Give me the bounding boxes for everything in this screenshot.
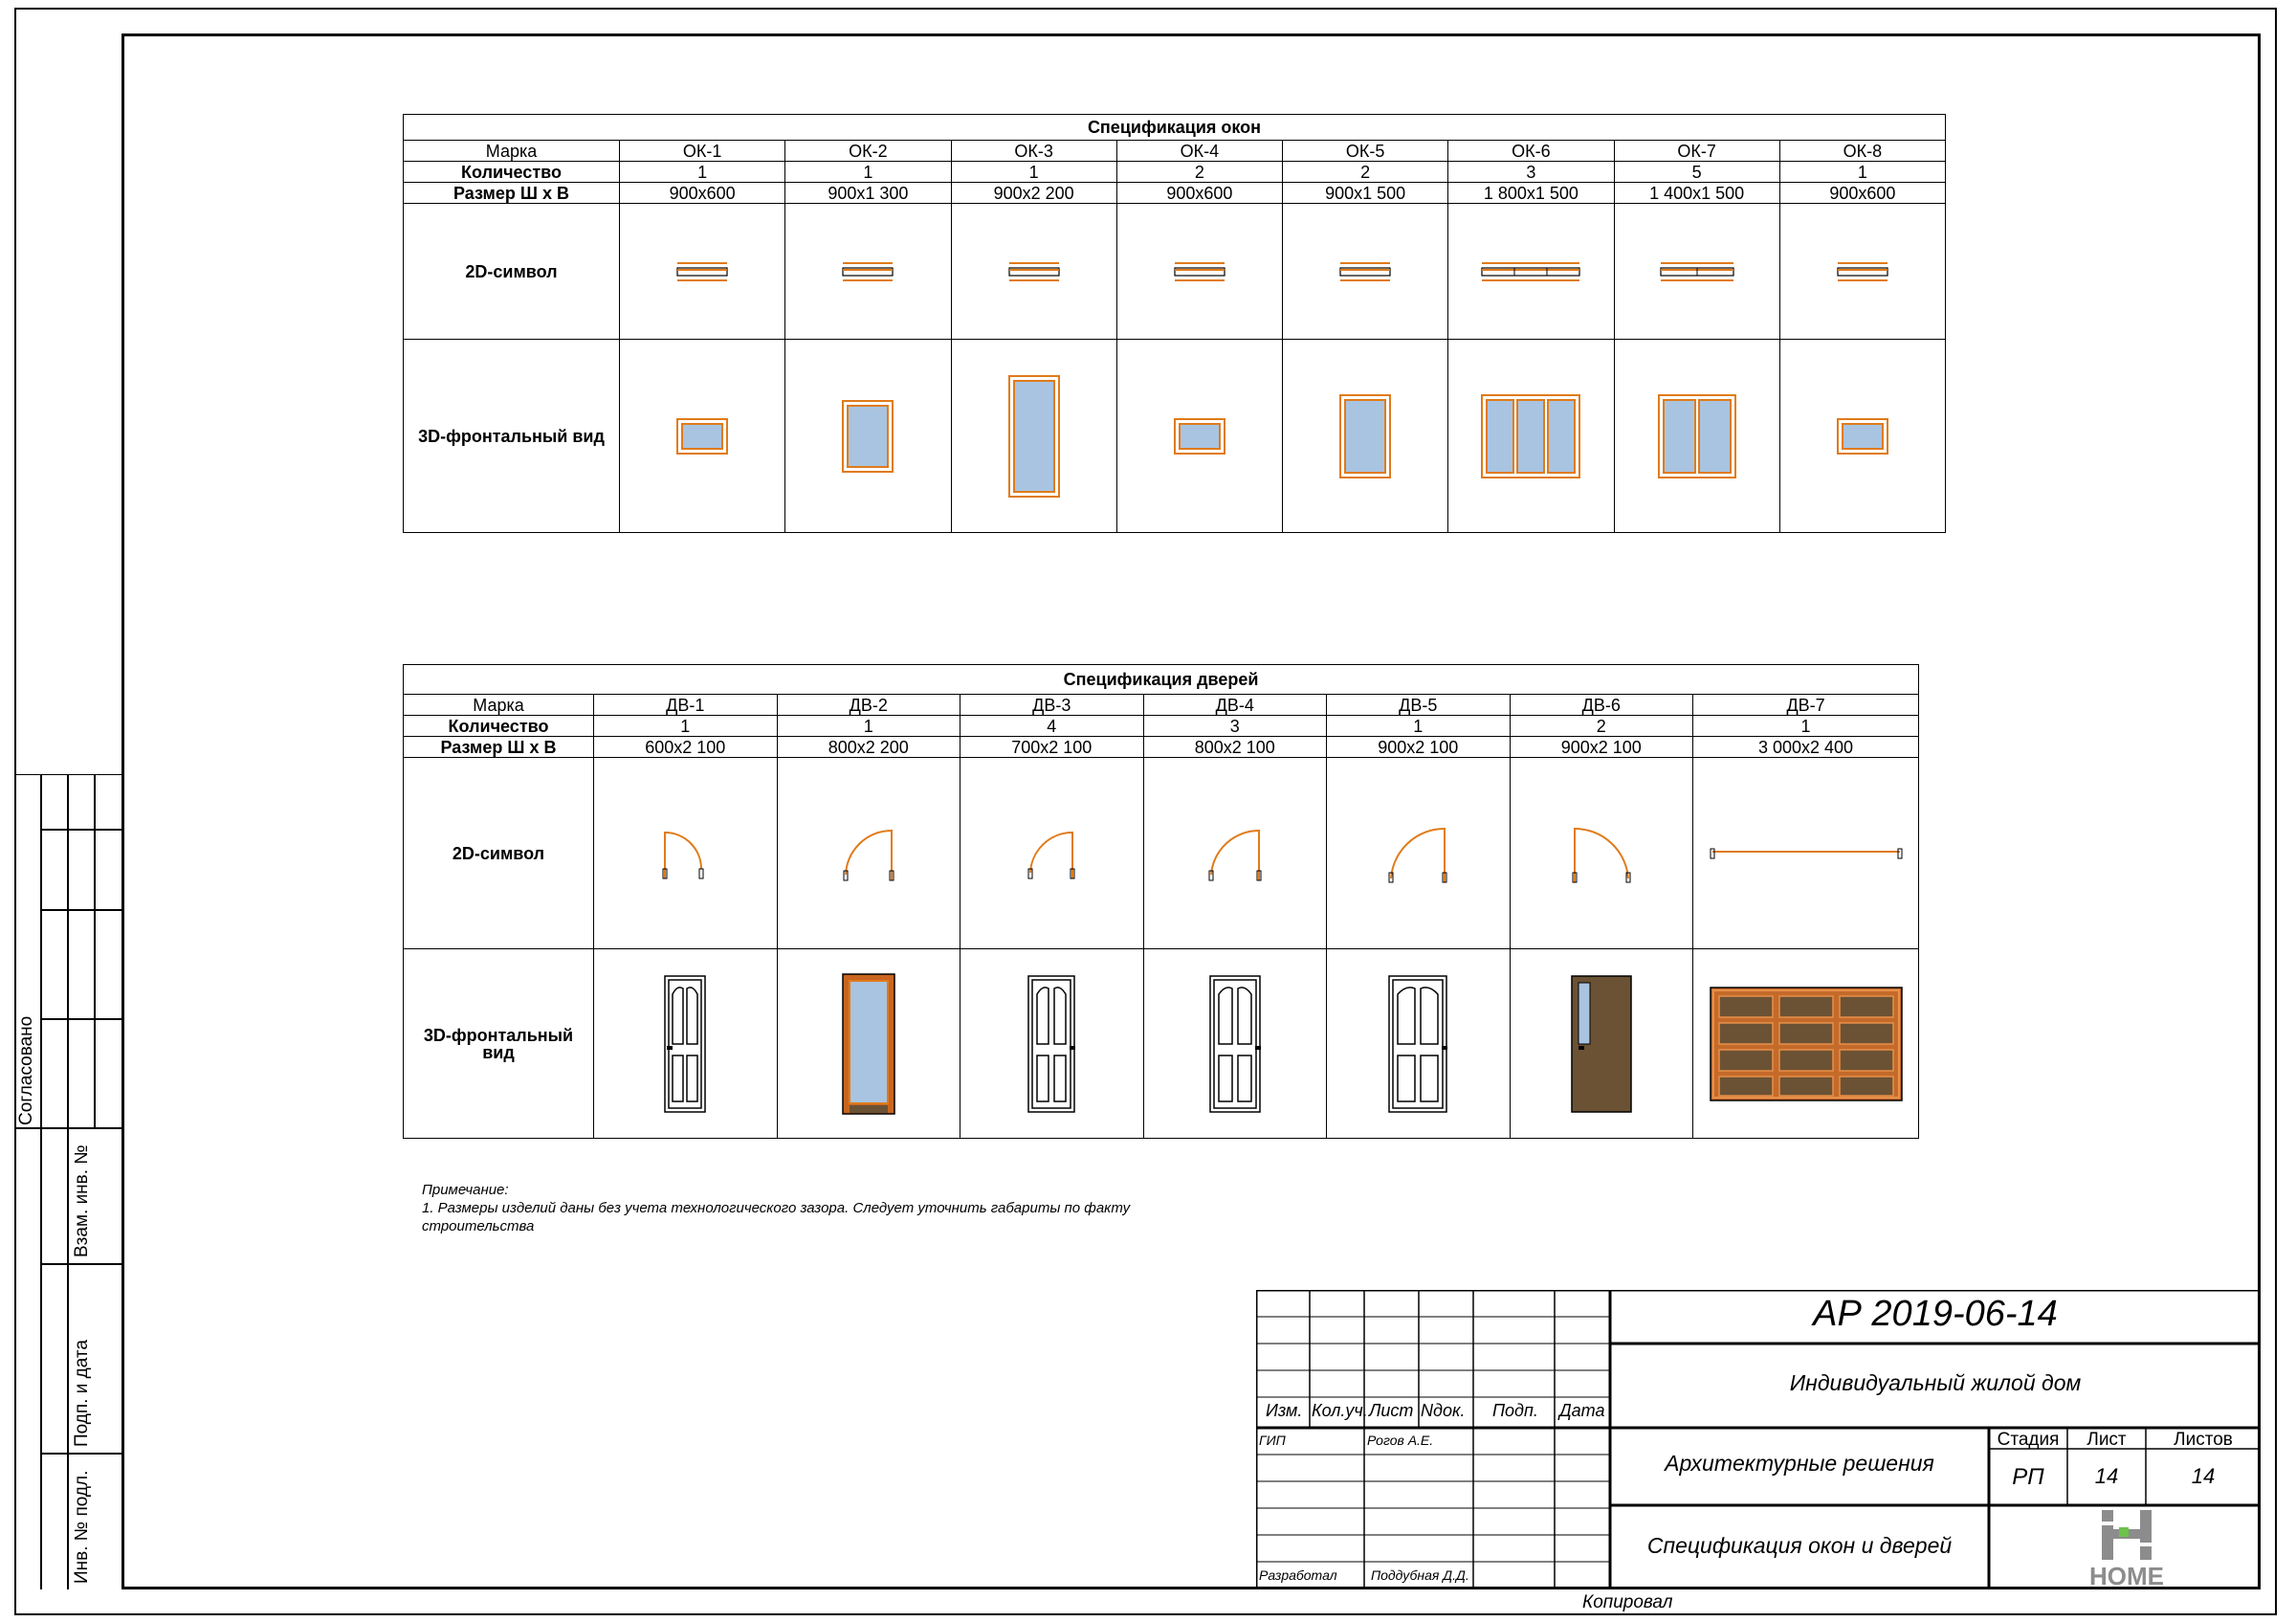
door-qty: 2 [1510, 716, 1693, 737]
row-label-2d: 2D-символ [404, 758, 594, 949]
row-label-mark: Марка [404, 695, 594, 716]
door-2d-symbol [1025, 827, 1078, 880]
window-qty: 1 [620, 162, 785, 183]
row-label-3d [404, 949, 594, 1139]
developer-label: Разработал [1259, 1567, 1337, 1583]
door-size: 900х2 100 [1327, 737, 1511, 758]
object-name: Индивидуальный жилой дом [1789, 1370, 2082, 1395]
developer-name: Поддубная Д.Д. [1371, 1567, 1469, 1583]
copied-label: Копировал [1582, 1592, 1673, 1612]
window-mark: ОК-8 [1779, 141, 1945, 162]
col-kol: Кол.уч. [1312, 1401, 1368, 1420]
row-label-3d-line2: вид [482, 1042, 515, 1062]
door-2d-symbol [840, 825, 897, 882]
door-3d-panel-white [664, 975, 706, 1113]
row-label-3d: 3D-фронтальный вид [404, 340, 620, 533]
window-mark: ОК-4 [1116, 141, 1282, 162]
door-size: 800х2 100 [1143, 737, 1327, 758]
title-block [1256, 1290, 2261, 1589]
window-qty: 1 [1779, 162, 1945, 183]
door-qty: 4 [960, 716, 1144, 737]
section-name: Архитектурные решения [1665, 1451, 1934, 1476]
sheet-value: 14 [2094, 1464, 2119, 1488]
door-3d-garage [1710, 987, 1903, 1101]
window-qty: 1 [951, 162, 1116, 183]
window-2d-symbol [1478, 261, 1583, 282]
col-izm: Изм. [1266, 1401, 1303, 1420]
window-3d-view [1481, 394, 1580, 478]
door-2d-symbol [1709, 847, 1904, 860]
window-3d-view [1174, 418, 1225, 455]
door-mark: ДВ-2 [777, 695, 960, 716]
row-label-size: Размер Ш х В [404, 183, 620, 204]
door-size: 700х2 100 [960, 737, 1144, 758]
row-label-qty: Количество [404, 162, 620, 183]
sheets-value: 14 [2191, 1464, 2216, 1488]
doors-spec-table [403, 664, 1919, 1139]
door-qty: 1 [1693, 716, 1919, 737]
col-data: Дата [1559, 1401, 1605, 1420]
door-3d-panel-white [1209, 975, 1261, 1113]
window-3d-view [1008, 375, 1060, 498]
side-inv-orig-label: Инв. № подл. [72, 1470, 92, 1584]
note-line-1: 1. Размеры изделий даны без учета технологического зазора. Следует уточнить габариты по факту [422, 1200, 1131, 1216]
row-label-size: Размер Ш х В [404, 737, 594, 758]
window-3d-view [676, 418, 728, 455]
door-mark: ДВ-3 [960, 695, 1144, 716]
window-size: 900х600 [620, 183, 785, 204]
door-mark: ДВ-1 [594, 695, 778, 716]
window-size: 900х600 [1779, 183, 1945, 204]
window-mark: ОК-3 [951, 141, 1116, 162]
door-2d-symbol [1205, 825, 1265, 882]
window-3d-view [1837, 418, 1888, 455]
row-label-2d: 2D-символ [404, 204, 620, 340]
col-list: Лист [1369, 1401, 1414, 1420]
door-mark: ДВ-6 [1510, 695, 1693, 716]
door-mark: ДВ-7 [1693, 695, 1919, 716]
window-size: 1 800х1 500 [1448, 183, 1614, 204]
window-mark: ОК-6 [1448, 141, 1614, 162]
sheet-label: Лист [2086, 1430, 2127, 1450]
window-qty: 1 [785, 162, 951, 183]
door-3d-glazed [842, 973, 895, 1115]
side-sign-date-label: Подп. и дата [72, 1340, 92, 1447]
row-label-mark: Марка [404, 141, 620, 162]
doors-title: Спецификация дверей [404, 665, 1919, 695]
door-qty: 1 [594, 716, 778, 737]
window-2d-symbol [673, 261, 731, 282]
gip-label: ГИП [1259, 1433, 1286, 1448]
window-3d-view [1658, 394, 1736, 478]
home-logo-icon [2098, 1508, 2155, 1564]
window-2d-symbol [1171, 261, 1228, 282]
door-size: 3 000х2 400 [1693, 737, 1919, 758]
door-qty: 1 [777, 716, 960, 737]
window-mark: ОК-2 [785, 141, 951, 162]
window-qty: 2 [1283, 162, 1448, 183]
window-qty: 5 [1614, 162, 1779, 183]
windows-title: Спецификация окон [404, 115, 1946, 141]
side-stamp [14, 774, 121, 1589]
door-mark: ДВ-5 [1327, 695, 1511, 716]
door-qty: 3 [1143, 716, 1327, 737]
window-2d-symbol [1005, 261, 1063, 282]
window-2d-symbol [839, 261, 896, 282]
row-label-3d-line1: 3D-фронтальный [423, 1025, 574, 1045]
window-2d-symbol [1834, 261, 1891, 282]
door-size: 800х2 200 [777, 737, 960, 758]
window-size: 900х1 500 [1283, 183, 1448, 204]
stage-label: Стадия [1997, 1430, 2060, 1450]
door-2d-symbol [661, 827, 709, 880]
home-logo-text: HOME [2089, 1562, 2164, 1590]
window-mark: ОК-7 [1614, 141, 1779, 162]
col-ndok: Nдок. [1421, 1401, 1466, 1420]
window-mark: ОК-1 [620, 141, 785, 162]
window-size: 900х1 300 [785, 183, 951, 204]
door-qty: 1 [1327, 716, 1511, 737]
side-replace-inv-label: Взам. инв. № [72, 1144, 92, 1257]
window-size: 900х2 200 [951, 183, 1116, 204]
gip-name: Рогов А.Е. [1367, 1433, 1434, 1448]
window-3d-view [1339, 394, 1391, 478]
door-2d-symbol [1569, 823, 1634, 884]
door-3d-panel-white [1027, 975, 1075, 1113]
window-size: 900х600 [1116, 183, 1282, 204]
sheet-title: Спецификация окон и дверей [1646, 1533, 1953, 1558]
row-label-qty: Количество [404, 716, 594, 737]
window-qty: 3 [1448, 162, 1614, 183]
door-3d-panel-white [1388, 975, 1447, 1113]
note-heading: Примечание: [422, 1182, 509, 1198]
windows-spec-table [403, 114, 1946, 533]
door-size: 600х2 100 [594, 737, 778, 758]
window-2d-symbol [1657, 261, 1737, 282]
note-line-2: строительства [422, 1218, 535, 1234]
window-mark: ОК-5 [1283, 141, 1448, 162]
door-3d-brown [1571, 975, 1632, 1113]
door-size: 900х2 100 [1510, 737, 1693, 758]
door-2d-symbol [1385, 823, 1450, 884]
side-agreed-label: Согласовано [16, 1015, 36, 1125]
side-stamp-grid [14, 774, 121, 1589]
window-2d-symbol [1336, 261, 1394, 282]
door-mark: ДВ-4 [1143, 695, 1327, 716]
window-3d-view [842, 400, 894, 473]
sheets-label: Листов [2174, 1430, 2233, 1450]
document-code: АР 2019-06-14 [1813, 1294, 2058, 1334]
col-podp: Подп. [1492, 1401, 1538, 1420]
stage-value: РП [2012, 1464, 2044, 1490]
window-size: 1 400х1 500 [1614, 183, 1779, 204]
note-block [422, 1181, 1187, 1235]
window-qty: 2 [1116, 162, 1282, 183]
